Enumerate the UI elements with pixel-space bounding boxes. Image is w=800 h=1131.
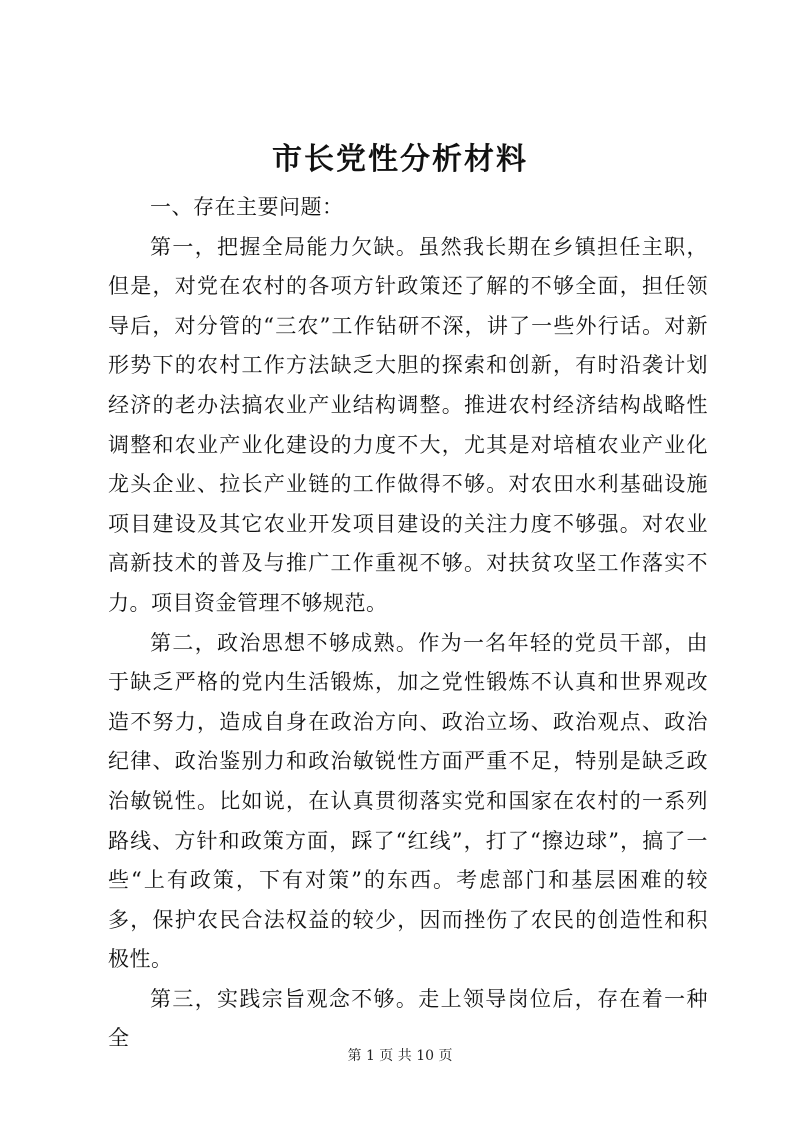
paragraph-first: 第一，把握全局能力欠缺。虽然我长期在乡镇担任主职，但是，对党在农村的各项方针政策还了解的不够全面，担任领导后，对分管的“三农”工作钻研不深，讲了一些外行话。对新形势下的农村工作方法缺乏大胆的探索和创新，有时沿袭计划经济的老办法搞农业产业结构调整。推进农村经济结构战略性调整和农业产业化建设的力度不大，尤其是对培植农业产业化龙头企业、拉长产业链的工作做得不够。对农田水利基础设施项目建设及其它农业开发项目建设的关注力度不够强。对农业高新技术的普及与推广工作重视不够。对扶贫攻坚工作落实不力。项目资金管理不够规范。 [108,234,708,615]
paragraph-second: 第二，政治思想不够成熟。作为一名年轻的党员干部，由于缺乏严格的党内生活锻炼，加之党性锻炼不认真和世界观改造不努力，造成自身在政治方向、政治立场、政治观点、政治纪律、政治鉴别力和政治敏锐性方面严重不足，特别是缺乏政治敏锐性。比如说，在认真贯彻落实党和国家在农村的一系列路线、方针和政策方面，踩了“红线”，打了“擦边球”，搞了一些“上有政策，下有对策”的东西。考虑部门和基层困难的较多，保护农民合法权益的较少，因而挫伤了农民的创造性和积极性。 [108,630,708,972]
document-body [108,188,708,1059]
paragraph-third: 第三，实践宗旨观念不够。走上领导岗位后，存在着一种全 [108,986,708,1051]
document-title: 市长党性分析材料 [272,142,528,177]
section-heading: 一、存在主要问题： [150,195,344,219]
page-footer: 第 1 页 共 10 页 [347,1048,453,1064]
